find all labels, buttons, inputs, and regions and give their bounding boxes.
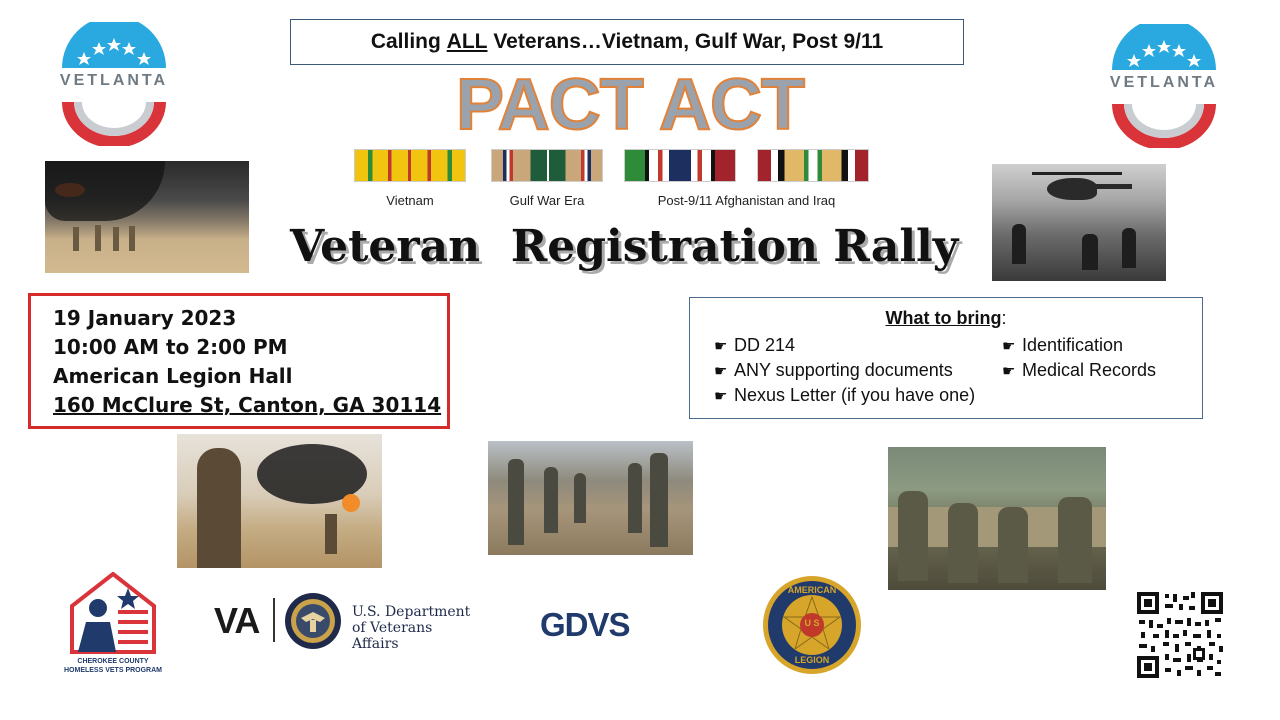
vetlanta-wordmark: VETLANTA xyxy=(59,72,169,89)
ribbon-label-post-911: Post-9/11 Afghanistan and Iraq xyxy=(657,193,836,208)
bring-item-identification xyxy=(1002,335,1123,356)
legion-center-text: U S xyxy=(804,618,820,628)
vietnam-ribbon xyxy=(355,150,465,181)
photo-soldiers-afghanistan xyxy=(888,447,1106,590)
bring-item-nexus-letter xyxy=(714,385,975,406)
what-to-bring-colon: : xyxy=(1001,308,1007,328)
legion-bottom-text: LEGION xyxy=(794,655,830,665)
legion-top-text: AMERICAN xyxy=(787,585,837,595)
what-to-bring-title xyxy=(690,308,1202,329)
va-seal-icon xyxy=(284,592,342,650)
bring-item-label: Identification xyxy=(1022,335,1124,355)
bring-item-label: Medical Records xyxy=(1022,360,1157,380)
rally-title: Veteran Registration Rally xyxy=(290,221,959,272)
ribbon-label-gulf-war: Gulf War Era xyxy=(509,193,585,208)
event-date: 19 January 2023 xyxy=(53,306,237,330)
iraq-ribbon xyxy=(758,150,868,181)
photo-soldiers-patrol xyxy=(488,441,693,555)
bring-item-medical-records xyxy=(1002,360,1156,381)
ribbon-label-vietnam: Vietnam xyxy=(386,193,434,208)
pointing-hand-icon: ☛ xyxy=(1002,338,1016,355)
qr-code[interactable] xyxy=(1135,590,1225,680)
vetlanta-wordmark: VETLANTA xyxy=(1109,74,1219,91)
qr-code-icon xyxy=(1135,590,1225,680)
header-suffix: Veterans…Vietnam, Gulf War, Post 9/11 xyxy=(487,30,884,53)
event-address: 160 McClure St, Canton, GA 30114 xyxy=(53,393,442,417)
bring-item-label: Nexus Letter (if you have one) xyxy=(734,385,976,405)
what-to-bring-heading: What to bring xyxy=(885,308,1002,328)
header-emphasis: ALL xyxy=(446,30,488,53)
gulf-war-ribbon xyxy=(492,150,602,181)
va-logo xyxy=(210,588,480,654)
pointing-hand-icon: ☛ xyxy=(714,338,728,355)
bring-item-label: DD 214 xyxy=(734,335,796,355)
bring-item-dd214 xyxy=(714,335,795,356)
gdvs-logo: GDVS xyxy=(540,606,630,643)
event-details-box xyxy=(28,293,450,429)
pointing-hand-icon: ☛ xyxy=(714,388,728,405)
photo-soldiers-oil-fire xyxy=(177,434,382,568)
photo-burning-oil-field xyxy=(45,161,249,273)
house-flag-icon xyxy=(66,572,160,656)
american-legion-logo xyxy=(762,573,862,677)
va-dept-line2: of Veterans Affairs xyxy=(352,620,433,652)
pointing-hand-icon: ☛ xyxy=(1002,363,1016,380)
va-mark: VA xyxy=(214,600,260,641)
pact-act-title: PACT ACT xyxy=(456,65,804,145)
header-banner xyxy=(290,19,964,65)
cherokee-county-line2: HOMELESS VETS PROGRAM xyxy=(63,667,162,674)
afghanistan-ribbon xyxy=(625,150,735,181)
cherokee-county-logo xyxy=(63,572,162,678)
bring-item-supporting-docs xyxy=(714,360,953,381)
photo-helicopter-vietnam xyxy=(992,164,1166,281)
what-to-bring-box xyxy=(689,297,1203,419)
header-prefix: Calling xyxy=(370,30,447,53)
event-venue: American Legion Hall xyxy=(53,364,293,388)
cherokee-county-line1: CHEROKEE COUNTY xyxy=(77,658,149,665)
vetlanta-logo-right xyxy=(1104,24,1224,148)
vetlanta-logo-left xyxy=(54,22,174,146)
bring-item-label: ANY supporting documents xyxy=(734,360,953,380)
va-dept-line1: U.S. Department xyxy=(352,604,471,620)
pointing-hand-icon: ☛ xyxy=(714,363,728,380)
event-time: 10:00 AM to 2:00 PM xyxy=(53,335,288,359)
